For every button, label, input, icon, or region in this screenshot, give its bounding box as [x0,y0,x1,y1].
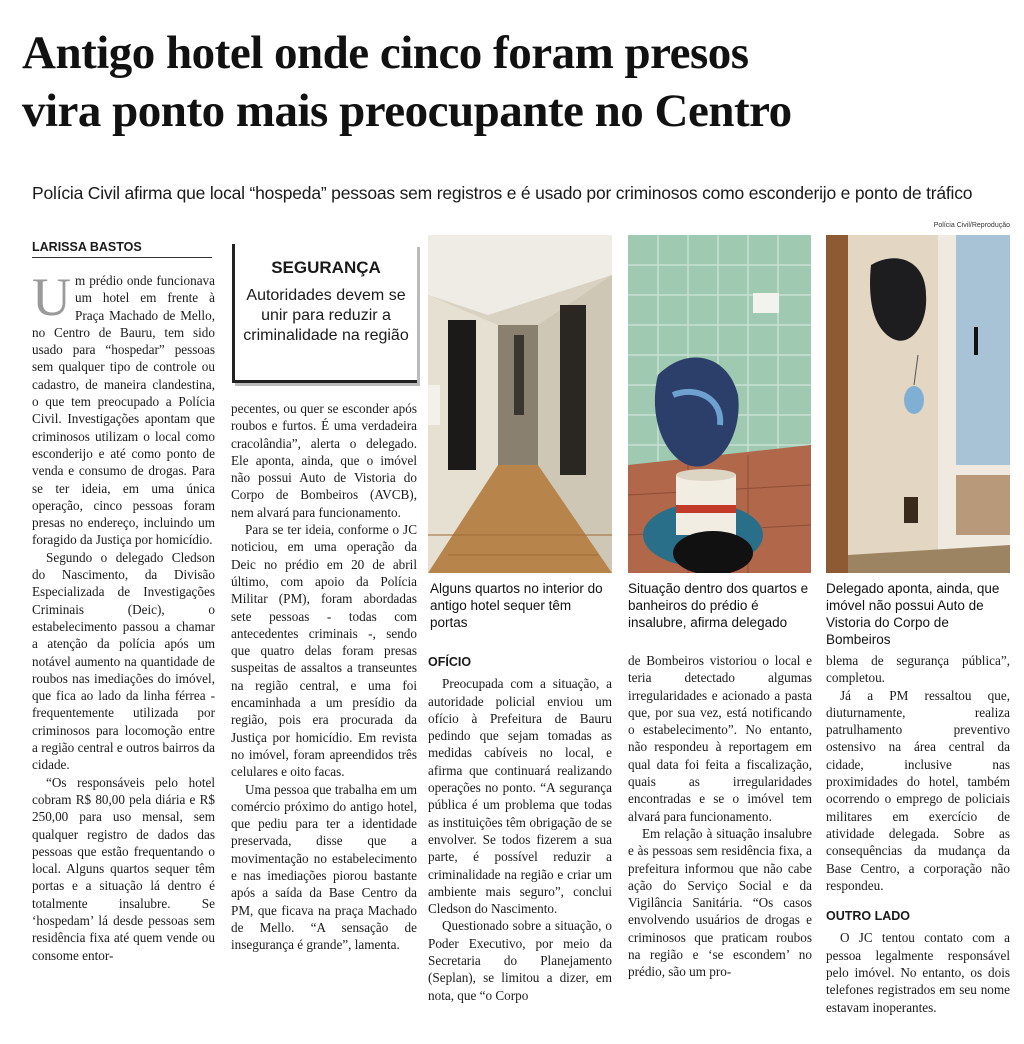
photo-caption-2: Situação dentro dos quartos e banheiros do prédio é insalubre, afirma delegado [628,581,809,630]
headline-line-2: vira ponto mais preocupante no Centro [22,85,792,137]
paragraph: de Bombeiros vistoriou o local e teria detectado algumas irregularidades e acionado a pasta que, por sua vez, está notificando o estabelecimento”. No entanto, não respondeu à reportagem em qual data foi feita a fiscalização, quais as irregularidades encontradas e se o imóvel tem alvará para funcionamento. [628,653,812,824]
article-column-2 [231,400,417,1032]
article-column-4 [628,652,812,1032]
article-column-1 [32,272,215,1032]
article-column-3 [428,652,612,1032]
headline [22,24,1012,140]
drop-cap: U [32,272,71,327]
box-label: SEGURANÇA [271,258,381,277]
photo-room [826,235,1010,573]
article-column-5 [826,652,1010,1032]
paragraph: pecentes, ou quer se esconder após roubos e furtos. É uma verdadeira cracolândia”, alerta o delegado. Ele aponta, ainda, que o imóvel não possui Auto de Vistoria do Corpo de Bombeiros (AVCB), nem alvará para funcionamento. [231,401,417,520]
paragraph: Questionado sobre a situação, o Poder Executivo, por meio da Secretaria do Planejamento (Seplan), se limitou a dizer, em nota, que “o Corpo [428,918,612,1003]
paragraph: Segundo o delegado Cledson do Nascimento, da Divisão Especializada de Investigações Criminais (Deic), o estabelecimento passou a chamar a atenção da polícia após um notável aumento na quantidade de roubos nas imediações do imóvel, que fica ao lado da linha férrea - frequentemente utilizada por criminosos para locomoção entre a região central e outros bairros da cidade. [32,549,215,773]
paragraph: Uma pessoa que trabalha em um comércio próximo do antigo hotel, que pediu para ter a identidade preservada, disse que a movimentação no estabelecimento e nas imediações piorou bastante após a saída da Base Centro da PM, que ficava na praça Machado de Mello. “A sensação de insegurança é grande”, lamenta. [231,781,417,953]
photo-bathroom [628,235,811,573]
paragraph: Para se ter ideia, conforme o JC noticiou, em uma operação da Deic no prédio em 20 de abril último, com apoio da Polícia Militar (PM), foram abordadas sete pessoas - todas com antecedentes criminais -, sendo que quatro delas foram presas suspeitas de assaltos a transeuntes na região central, e uma foi encaminhada a um presídio da região, pois era procurada da Justiça por homicídio. Em revista no imóvel, foram apreendidos três celulares e oito facas. [231,522,417,780]
byline: LARISSA BASTOS [32,240,212,258]
photo-caption-3: Delegado aponta, ainda, que imóvel não possui Auto de Vistoria do Corpo de Bombeiros [826,581,1000,647]
paragraph: O JC tentou contato com a pessoa legalmente responsável pelo imóvel. No entanto, os dois telefones registrados em seu nome estavam inoperantes. [826,930,1010,1015]
paragraph: “Os responsáveis pelo hotel cobram R$ 80,00 pela diária e R$ 250,00 para uso mensal, sem qualquer registro de dados das pessoas que estão frequentando o local. Alguns quartos sequer têm portas e a situação lá dentro é totalmente insalubre. Se ‘hospedam’ lá desde pessoas sem residência fixa até quem vende ou consome entor- [32,774,215,963]
paragraph: Um prédio onde funcionava um hotel em frente à Praça Machado de Mello, no Centro de Bauru, tem sido usado para “hospedar” pessoas sem qualquer tipo de controle ou cadastro, de maneira clandestina, o que tem preocupado a Polícia Civil. Investigações apontam que criminosos utilizam o local como esconderijo e até como ponto de venda e consumo de drogas. Para se ter ideia, em uma única operação, cinco pessoas foram presas no endereço, incluindo um foragido da Justiça por homicídio. [32,272,215,548]
section-heading-outro-lado: OUTRO LADO [826,909,911,924]
paragraph: Em relação à situação insalubre e às pessoas sem residência fixa, a prefeitura informou que não cabe ação do Serviço Social e da Vigilância Sanitária. “Os casos envolvendo usuários de drogas e criminosos que praticam roubos na região e ‘se escondem’ no prédio, são um pro- [628,825,812,980]
photo-caption-1: Alguns quartos no interior do antigo hotel sequer têm portas [430,581,603,630]
box-text: Autoridades devem se unir para reduzir a criminalidade na região [243,287,409,344]
headline-line-1: Antigo hotel onde cinco foram presos [22,27,749,79]
photo-credit: Polícia Civil/Reprodução [933,222,1010,229]
section-heading-oficio: OFÍCIO [428,655,472,669]
paragraph: Já a PM ressaltou que, diuturnamente, realiza patrulhamento preventivo ostensivo na área central da cidade, inclusive nas proximidades do hotel, também ocorrendo o emprego de policiais militares em exercício de atividade delegada. Sobre as consequências da mudança da Base Centro, a corporação não respondeu. [826,687,1010,893]
paragraph: blema de segurança pública”, completou. [826,653,1010,686]
photo-hallway [428,235,612,573]
highlight-box [232,244,417,383]
subheadline: Polícia Civil afirma que local “hospeda” pessoas sem registros e é usado por criminosos como esconderijo e ponto de tráfico [32,183,973,203]
paragraph: Preocupada com a situação, a autoridade policial enviou um ofício à Prefeitura de Bauru pedindo que sejam tomadas as medidas cabíveis no local, e afirma que continuará realizando operações no ponto. “A segurança pública é um problema que todas as instituições têm obrigação de se envolver. Se todos fizerem a sua parte, é possível reduzir a criminalidade na região e criar um ambiente mais seguro”, conclui Cledson do Nascimento. [428,676,612,917]
